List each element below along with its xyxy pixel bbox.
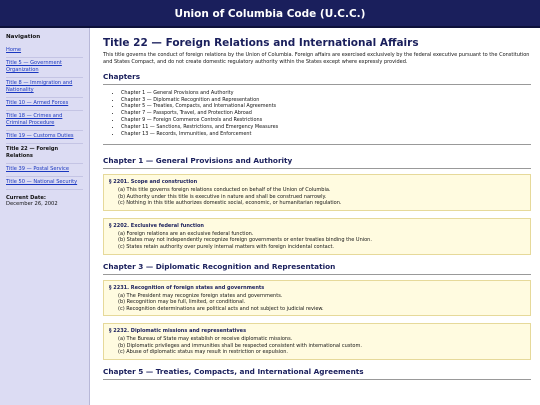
site-header xyxy=(0,0,540,28)
chapter-list-item: • Chapter 11 — Sanctions, Restrictions, and Emergency Measures xyxy=(121,124,531,131)
chapter-3-heading-wrap xyxy=(103,262,531,275)
sidebar-item-title-8[interactable]: Title 8 — Immigration and Nationality xyxy=(6,78,83,98)
sidebar-item-title-19[interactable]: Title 19 — Customs Duties xyxy=(6,131,83,144)
section-clause: (a) The President may recognize foreign states and governments. xyxy=(118,292,283,299)
sidebar-item-title-50[interactable]: Title 50 — National Security xyxy=(6,177,83,190)
chapter-list-item: • Chapter 1 — General Provisions and Authority xyxy=(121,90,531,97)
sidebar-item-title-22-current: Title 22 — Foreign Relations xyxy=(6,144,83,164)
sidebar-item-title-10[interactable]: Title 10 — Armed Forces xyxy=(6,98,83,111)
section-2201 xyxy=(103,174,531,211)
section-clause: (a) This title governs foreign relations conducted on behalf of the Union of Columbia. xyxy=(118,186,331,193)
current-date-value: December 26, 2002 xyxy=(6,201,58,207)
section-clause: (c) Nothing in this title authorizes domestic social, economic, or humanitarian regulation. xyxy=(118,200,342,207)
section-title: § 2231. Recognition of foreign states and governments xyxy=(109,284,265,291)
sidebar-item-title-39[interactable]: Title 39 — Postal Service xyxy=(6,164,83,177)
chapters-heading: Chapters xyxy=(103,71,141,81)
section-title: § 2201. Scope and construction xyxy=(109,178,198,185)
section-clause: (c) States retain authority over purely internal matters with foreign incidental contact. xyxy=(118,243,335,250)
section-2231 xyxy=(103,280,531,317)
section-clause: (c) Recognition determinations are political acts and not subject to judicial review. xyxy=(118,305,324,312)
sidebar-item-home[interactable]: Home xyxy=(6,45,83,58)
chapter-5-heading: Chapter 5 — Treaties, Compacts, and International Agreements xyxy=(103,367,364,377)
sidebar xyxy=(0,28,90,405)
chapter-1-heading-wrap xyxy=(103,156,531,169)
chapter-list-item: • Chapter 7 — Passports, Travel, and Protection Abroad xyxy=(121,110,531,117)
chapter-3-heading: Chapter 3 — Diplomatic Recognition and Representation xyxy=(103,261,336,271)
chapter-list-item: • Chapter 13 — Records, Immunities, and Enforcement xyxy=(121,131,531,138)
sidebar-item-title-18[interactable]: Title 18 — Crimes and Criminal Procedure xyxy=(6,111,83,131)
section-clause: (b) States may not independently recognize foreign governments or enter treaties binding the Union. xyxy=(118,237,372,244)
sidebar-heading: Navigation xyxy=(6,34,41,40)
title-intro: This title governs the conduct of foreign relations by the Union of Columbia. Foreign affairs are exercised exclusively by the federal executive pursuant to the Constitution and States Compact, and do not create domestic regulatory authority within the States except where expressly provided. xyxy=(103,52,530,65)
section-title: § 2232. Diplomatic missions and representatives xyxy=(109,328,247,335)
chapter-list-item: • Chapter 5 — Treaties, Compacts, and International Agreements xyxy=(121,103,531,110)
site-title: Union of Columbia Code (U.C.C.) xyxy=(174,8,366,20)
section-clause: (c) Abuse of diplomatic status may result in restriction or expulsion. xyxy=(118,349,288,356)
chapter-list xyxy=(103,90,531,138)
section-clause: (b) Diplomatic privileges and immunities shall be respected consistent with international custom. xyxy=(118,342,362,349)
section-clause: (a) Foreign relations are an exclusive federal function. xyxy=(118,230,254,237)
chapter-1-heading: Chapter 1 — General Provisions and Authority xyxy=(103,155,293,165)
chapters-heading-wrap xyxy=(103,72,531,85)
sidebar-item-title-5[interactable]: Title 5 — Government Organization xyxy=(6,58,83,78)
section-2202 xyxy=(103,218,531,255)
current-date-label: Current Date: xyxy=(6,195,46,201)
section-clause: (a) The Bureau of State may establish or receive diplomatic missions. xyxy=(118,336,293,343)
chapter-list-item: • Chapter 3 — Diplomatic Recognition and Representation xyxy=(121,97,531,104)
chapter-list-item: • Chapter 9 — Foreign Commerce Controls and Restrictions xyxy=(121,117,531,124)
main-content xyxy=(103,28,531,405)
chapter-5-heading-wrap xyxy=(103,367,531,380)
section-2232 xyxy=(103,323,531,360)
section-clause: (b) Authority under this title is executive in nature and shall be construed narrowly. xyxy=(118,193,327,200)
divider xyxy=(103,144,531,145)
section-title: § 2202. Exclusive federal function xyxy=(109,222,204,229)
page-title: Title 22 — Foreign Relations and International Affairs xyxy=(103,37,419,49)
section-clause: (b) Recognition may be full, limited, or conditional. xyxy=(118,299,246,306)
